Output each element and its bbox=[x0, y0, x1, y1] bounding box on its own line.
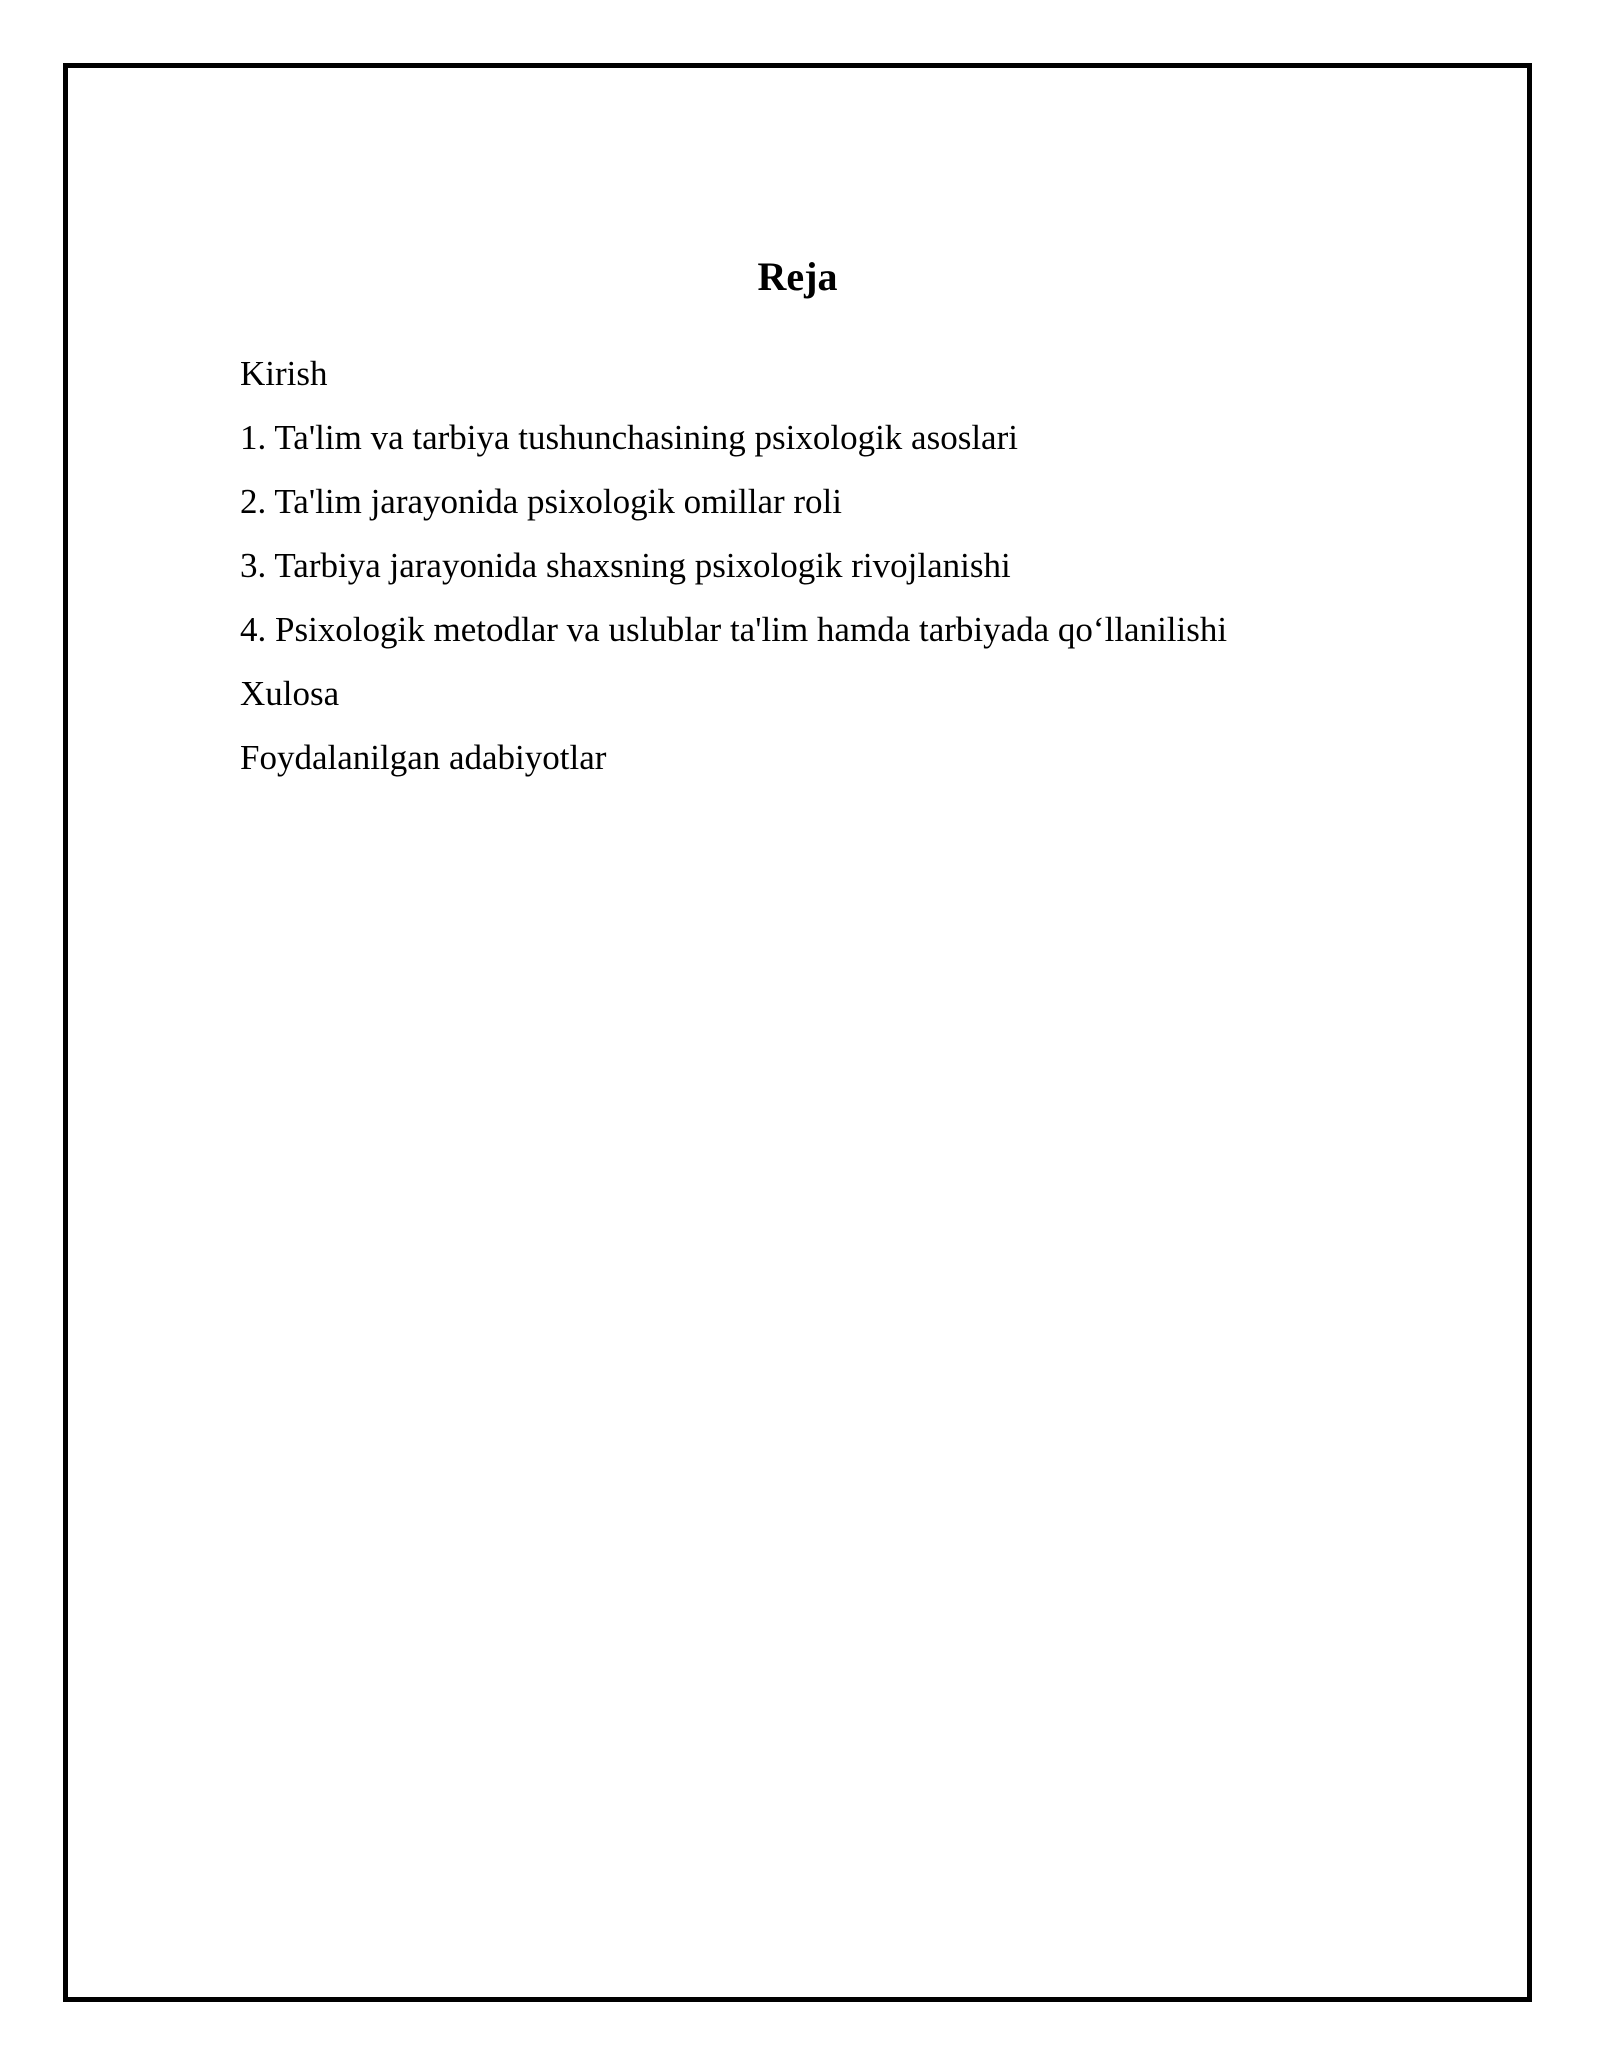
plan-item-1: 1. Ta'lim va tarbiya tushunchasining psixologik asoslari bbox=[240, 418, 1018, 457]
plan-item-introduction: Kirish bbox=[240, 354, 328, 393]
plan-item-4: 4. Psixologik metodlar va uslublar ta'lim hamda tarbiyada qo‘llanilishi bbox=[240, 610, 1228, 649]
plan-item-2: 2. Ta'lim jarayonida psixologik omillar roli bbox=[240, 482, 843, 521]
plan-list bbox=[240, 354, 1227, 802]
plan-item-references: Foydalanilgan adabiyotlar bbox=[240, 738, 607, 777]
page-border-frame bbox=[63, 63, 1532, 2002]
plan-item-3: 3. Tarbiya jarayonida shaxsning psixologik rivojlanishi bbox=[240, 546, 1011, 585]
plan-item-conclusion: Xulosa bbox=[240, 674, 340, 713]
page-title: Reja bbox=[757, 254, 838, 299]
